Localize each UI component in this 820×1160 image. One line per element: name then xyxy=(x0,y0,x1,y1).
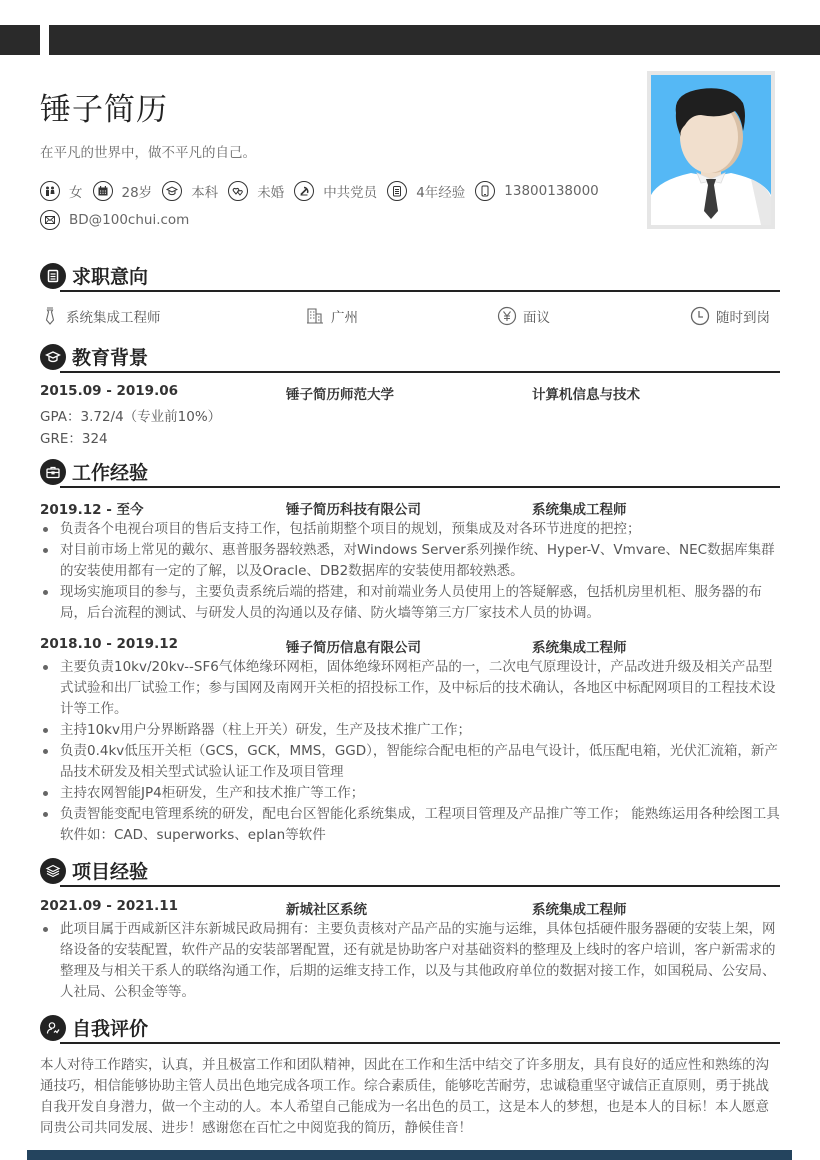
section-header-self-eval xyxy=(40,1013,780,1043)
list-item: 现场实施项目的参与，主要负责系统后端的搭建，和对前端业务人员使用上的答疑解惑，包括机房里机柜、服务器的布局，后台流程的测试、与研发人员的沟通以及存储、防火墙等第三方厂家技术人员的协调。 xyxy=(40,582,782,624)
education-school: 锤子简历师范大学 xyxy=(286,387,394,403)
section-divider xyxy=(60,885,780,887)
section-title: 自我评价 xyxy=(72,1018,149,1040)
resume-name: 锤子简历 xyxy=(40,92,168,128)
top-bar xyxy=(49,25,820,55)
bottom-bar xyxy=(27,1150,792,1160)
info-experience-value: 4年经验 xyxy=(416,185,466,201)
phone-icon xyxy=(475,181,495,201)
clock-icon xyxy=(690,306,710,326)
section-header-intent xyxy=(40,261,780,291)
work-company: 锤子简历信息有限公司 xyxy=(286,640,421,656)
graduation-cap-icon xyxy=(162,181,182,201)
section-header-projects xyxy=(40,856,780,886)
project-period: 2021.09 - 2021.11 xyxy=(40,898,178,914)
tie-icon xyxy=(40,306,60,326)
section-divider xyxy=(60,1042,780,1044)
work-company: 锤子简历科技有限公司 xyxy=(286,502,421,518)
list-item: 主持农网智能JP4柜研发，生产和技术推广等工作； xyxy=(40,783,782,804)
project-role: 系统集成工程师 xyxy=(532,902,627,918)
work-duties-list xyxy=(40,657,782,846)
list-item: 主要负责10kv/20kv--SF6气体绝缘环网柜，固体绝缘环网柜产品的一，二次电气原理设计，产品改进升级及相关产品型式试验和出厂试验工作；参与国网及南网开关柜的招投标工作，及中标后的技术确认，各地区中标配网项目的工程技术设计等工作。 xyxy=(40,657,782,720)
info-phone-value: 13800138000 xyxy=(504,183,599,199)
info-political xyxy=(294,181,377,201)
layers-icon xyxy=(40,858,66,884)
gender-icon xyxy=(40,181,60,201)
info-marital xyxy=(228,181,284,201)
email-row xyxy=(40,210,199,230)
motto: 在平凡的世界中，做不平凡的自己。 xyxy=(40,145,256,161)
briefcase-icon xyxy=(40,459,66,485)
top-bar-accent xyxy=(0,25,40,55)
yen-icon xyxy=(497,306,517,326)
list-item: 主持10kv用户分界断路器（柱上开关）研发，生产及技术推广工作； xyxy=(40,720,782,741)
intent-salary xyxy=(497,306,550,326)
info-education xyxy=(162,181,218,201)
education-gpa: GPA：3.72/4（专业前10%） xyxy=(40,409,222,425)
calendar-icon xyxy=(93,181,113,201)
work-period: 2019.12 - 至今 xyxy=(40,502,144,518)
education-gre: GRE：324 xyxy=(40,431,108,447)
info-marital-value: 未婚 xyxy=(257,185,285,201)
intent-availability-value: 随时到岗 xyxy=(716,310,770,326)
work-entry-header xyxy=(40,498,780,518)
intent-salary-value: 面议 xyxy=(523,310,550,326)
info-age-value: 28岁 xyxy=(121,185,153,201)
info-political-value: 中共党员 xyxy=(323,185,378,201)
info-education-value: 本科 xyxy=(191,185,219,201)
section-title: 项目经验 xyxy=(72,861,149,883)
person-icon xyxy=(40,1015,66,1041)
work-role: 系统集成工程师 xyxy=(532,502,627,518)
info-gender-value: 女 xyxy=(69,185,83,201)
project-duties-list xyxy=(40,919,782,1003)
list-item: 对目前市场上常见的戴尔、惠普服务器较熟悉，对Windows Server系列操作统、Hyper-V、Vmvare、NEC数据库集群的安装使用都有一定的了解，以及Oracle、DB2数据库的安装使用都较熟悉。 xyxy=(40,540,782,582)
info-phone xyxy=(475,181,598,201)
clipboard-icon xyxy=(40,263,66,289)
section-title: 教育背景 xyxy=(72,347,149,369)
intent-availability xyxy=(690,306,770,326)
project-name: 新城社区系统 xyxy=(286,902,367,918)
education-entry-header xyxy=(40,383,780,403)
intent-position-value: 系统集成工程师 xyxy=(66,310,161,326)
work-period: 2018.10 - 2019.12 xyxy=(40,636,178,652)
avatar-illustration xyxy=(651,75,771,225)
project-entry-header xyxy=(40,898,780,918)
personal-info-row xyxy=(40,181,609,201)
self-evaluation-text: 本人对待工作踏实，认真，并且极富工作和团队精神，因此在工作和生活中结交了许多朋友，具有良好的适应性和熟练的沟通技巧，相信能够协助主管人员出色地完成各项工作。综合素质佳，能够吃苦耐劳，忠诚稳重坚守诚信正直原则，勇于挑战自我开发自身潜力，做一个主动的人。本人希望自己能成为一名出色的员工，这是本人的梦想，也是本人的目标！本人愿意同贵公司共同发展、进步！感谢您在百忙之中阅览我的简历，静候佳音！ xyxy=(40,1057,769,1136)
intent-position xyxy=(40,306,161,326)
section-divider xyxy=(60,290,780,292)
work-duties-list xyxy=(40,519,782,624)
section-header-education xyxy=(40,342,780,372)
info-email-value: BD@100chui.com xyxy=(69,212,190,228)
hearts-icon xyxy=(228,181,248,201)
list-item: 负责智能变配电管理系统的研发，配电台区智能化系统集成，工程项目管理及产品推广等工作； 能熟练运用各种绘图工具软件如：CAD、superworks、eplan等软件 xyxy=(40,804,782,846)
section-title: 求职意向 xyxy=(72,266,149,288)
job-intent-row xyxy=(40,306,775,328)
section-divider xyxy=(60,371,780,373)
work-entry-header xyxy=(40,636,780,656)
info-gender xyxy=(40,181,83,201)
info-age xyxy=(93,181,153,201)
profile-photo xyxy=(647,71,775,229)
intent-city-value: 广州 xyxy=(331,310,358,326)
clipboard-icon xyxy=(387,181,407,201)
graduation-cap-icon xyxy=(40,344,66,370)
intent-city xyxy=(305,306,358,326)
info-email xyxy=(40,210,189,230)
section-divider xyxy=(60,486,780,488)
section-header-work xyxy=(40,457,780,487)
building-icon xyxy=(305,306,325,326)
party-emblem-icon xyxy=(294,181,314,201)
list-item: 负责0.4kv低压开关柜（GCS，GCK，MMS，GGD），智能综合配电柜的产品电气设计，低压配电箱，光伏汇流箱，新产品技术研发及相关型式试验认证工作及项目管理 xyxy=(40,741,782,783)
education-period: 2015.09 - 2019.06 xyxy=(40,383,178,399)
info-experience xyxy=(387,181,465,201)
list-item: 负责各个电视台项目的售后支持工作，包括前期整个项目的规划，预集成及对各环节进度的把控； xyxy=(40,519,782,540)
section-title: 工作经验 xyxy=(72,462,149,484)
list-item: 此项目属于西咸新区沣东新城民政局拥有：主要负责核对产品产品的实施与运维，具体包括硬件服务器硬的安装上架，网络设备的安装配置，软件产品的安装部署配置，还有就是协助客户对基础资料的整理及上线时的客户培训，客户新需求的整理及与相关干系人的联络沟通工作，后期的运维支持工作，以及与其他政府单位的数据对接工作，如国税局、公安局、人社局、公积金等等。 xyxy=(40,919,782,1003)
education-major: 计算机信息与技术 xyxy=(532,387,640,403)
work-role: 系统集成工程师 xyxy=(532,640,627,656)
envelope-icon xyxy=(40,210,60,230)
